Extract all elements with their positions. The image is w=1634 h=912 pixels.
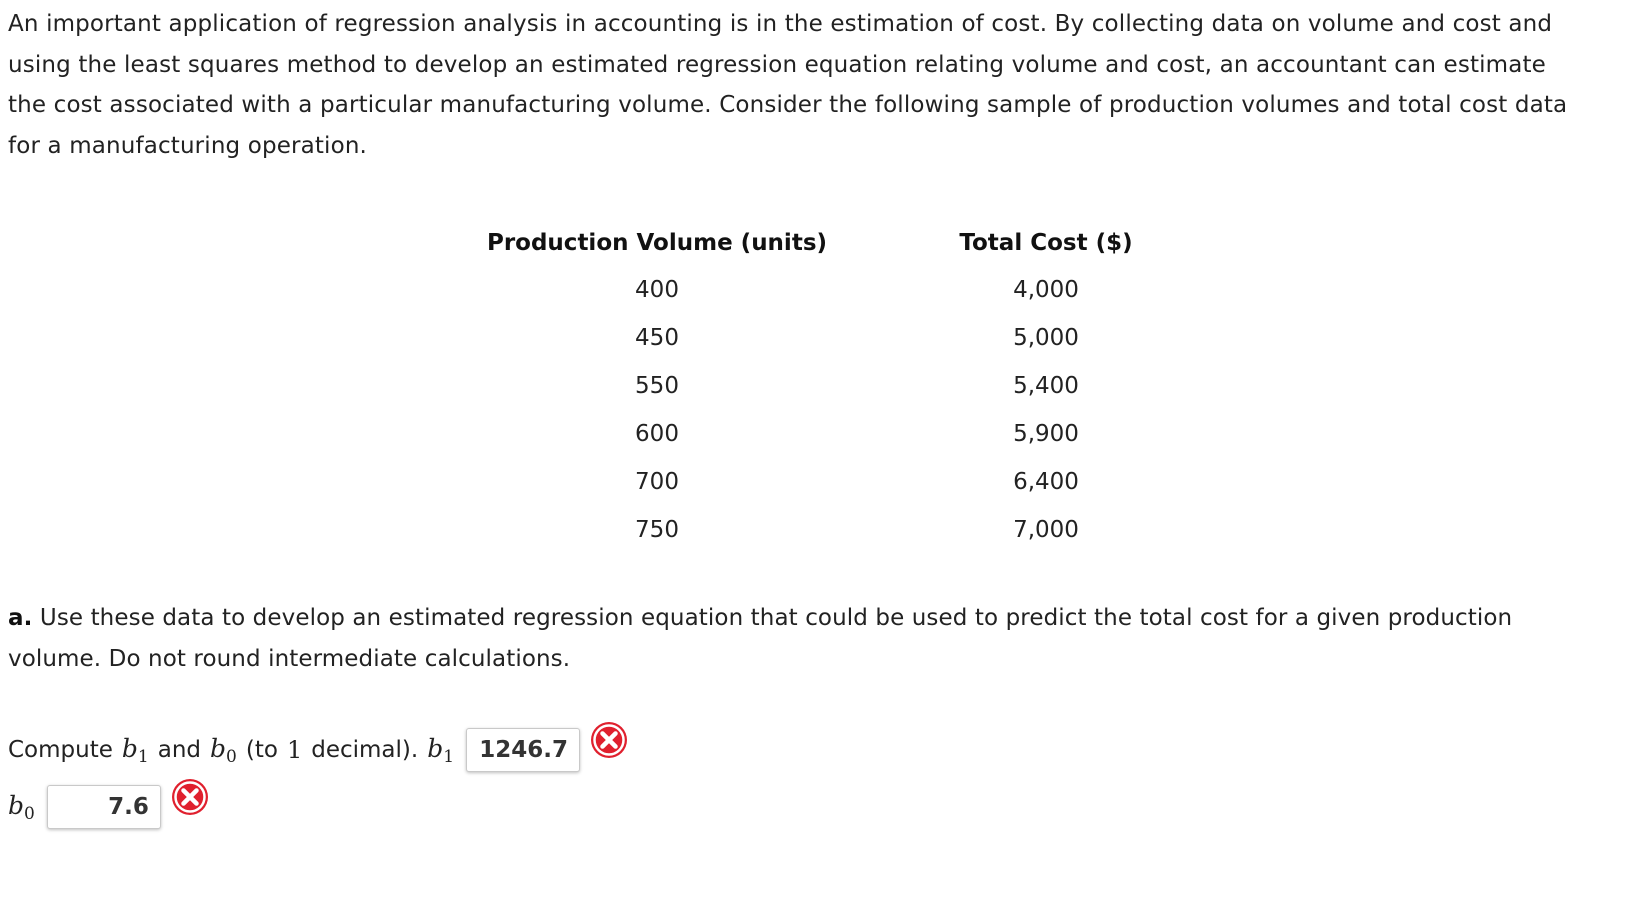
cell-cost: 4,000 bbox=[1013, 277, 1079, 303]
cell-volume: 400 bbox=[635, 277, 679, 303]
cell-cost: 5,000 bbox=[1013, 325, 1079, 351]
paren-open: (to bbox=[245, 737, 278, 763]
cell-volume: 550 bbox=[635, 373, 679, 399]
cell-volume: 600 bbox=[635, 421, 679, 447]
b1-symbol: $b_1$ bbox=[121, 733, 149, 767]
data-table bbox=[468, 220, 1246, 554]
b1-answer-row bbox=[8, 728, 628, 772]
header-production-volume: Production Volume (units) bbox=[486, 230, 828, 256]
cell-cost: 5,400 bbox=[1013, 373, 1079, 399]
table-header-row bbox=[468, 220, 1246, 266]
decimals-number: 1 bbox=[286, 736, 303, 764]
table-row bbox=[468, 458, 1246, 506]
cell-volume: 750 bbox=[635, 517, 679, 543]
cell-cost: 7,000 bbox=[1013, 517, 1079, 543]
table-row bbox=[468, 266, 1246, 314]
and-word: and bbox=[157, 737, 202, 763]
table-row bbox=[468, 506, 1246, 554]
b0-input-label: $b_0$ bbox=[8, 790, 35, 824]
incorrect-icon bbox=[590, 721, 628, 759]
incorrect-icon bbox=[171, 778, 209, 816]
cell-cost: 6,400 bbox=[1013, 469, 1079, 495]
paren-close: decimal). bbox=[311, 737, 419, 763]
part-a-text: Use these data to develop an estimated regression equation that could be used to predict the total cost for a given production volume. Do not round intermediate calculations. bbox=[8, 605, 1513, 672]
b1-input-label: $b_1$ bbox=[427, 733, 455, 767]
b0-answer-field[interactable]: 7.6 bbox=[47, 785, 161, 829]
table-row bbox=[468, 314, 1246, 362]
cell-cost: 5,900 bbox=[1013, 421, 1079, 447]
b1-answer-field[interactable]: 1246.7 bbox=[466, 728, 580, 772]
b0-answer-row bbox=[8, 785, 209, 829]
problem-intro: An important application of regression analysis in accounting is in the estimation of cost. By collecting data on volume and cost and using the least squares method to develop an estimated regression equation relating volume and cost, an accountant can estimate the cost associated with a particular manufacturing volume. Consider the following sample of production volumes and total cost data for a manufacturing operation. bbox=[8, 11, 1568, 159]
part-a-label: a. bbox=[8, 605, 33, 631]
compute-prefix: Compute bbox=[8, 737, 113, 763]
cell-volume: 450 bbox=[635, 325, 679, 351]
part-a-question bbox=[8, 598, 1568, 679]
table-row bbox=[468, 362, 1246, 410]
cell-volume: 700 bbox=[635, 469, 679, 495]
table-row bbox=[468, 410, 1246, 458]
header-total-cost: Total Cost ($) bbox=[959, 230, 1133, 256]
b0-symbol: $b_0$ bbox=[210, 733, 237, 767]
